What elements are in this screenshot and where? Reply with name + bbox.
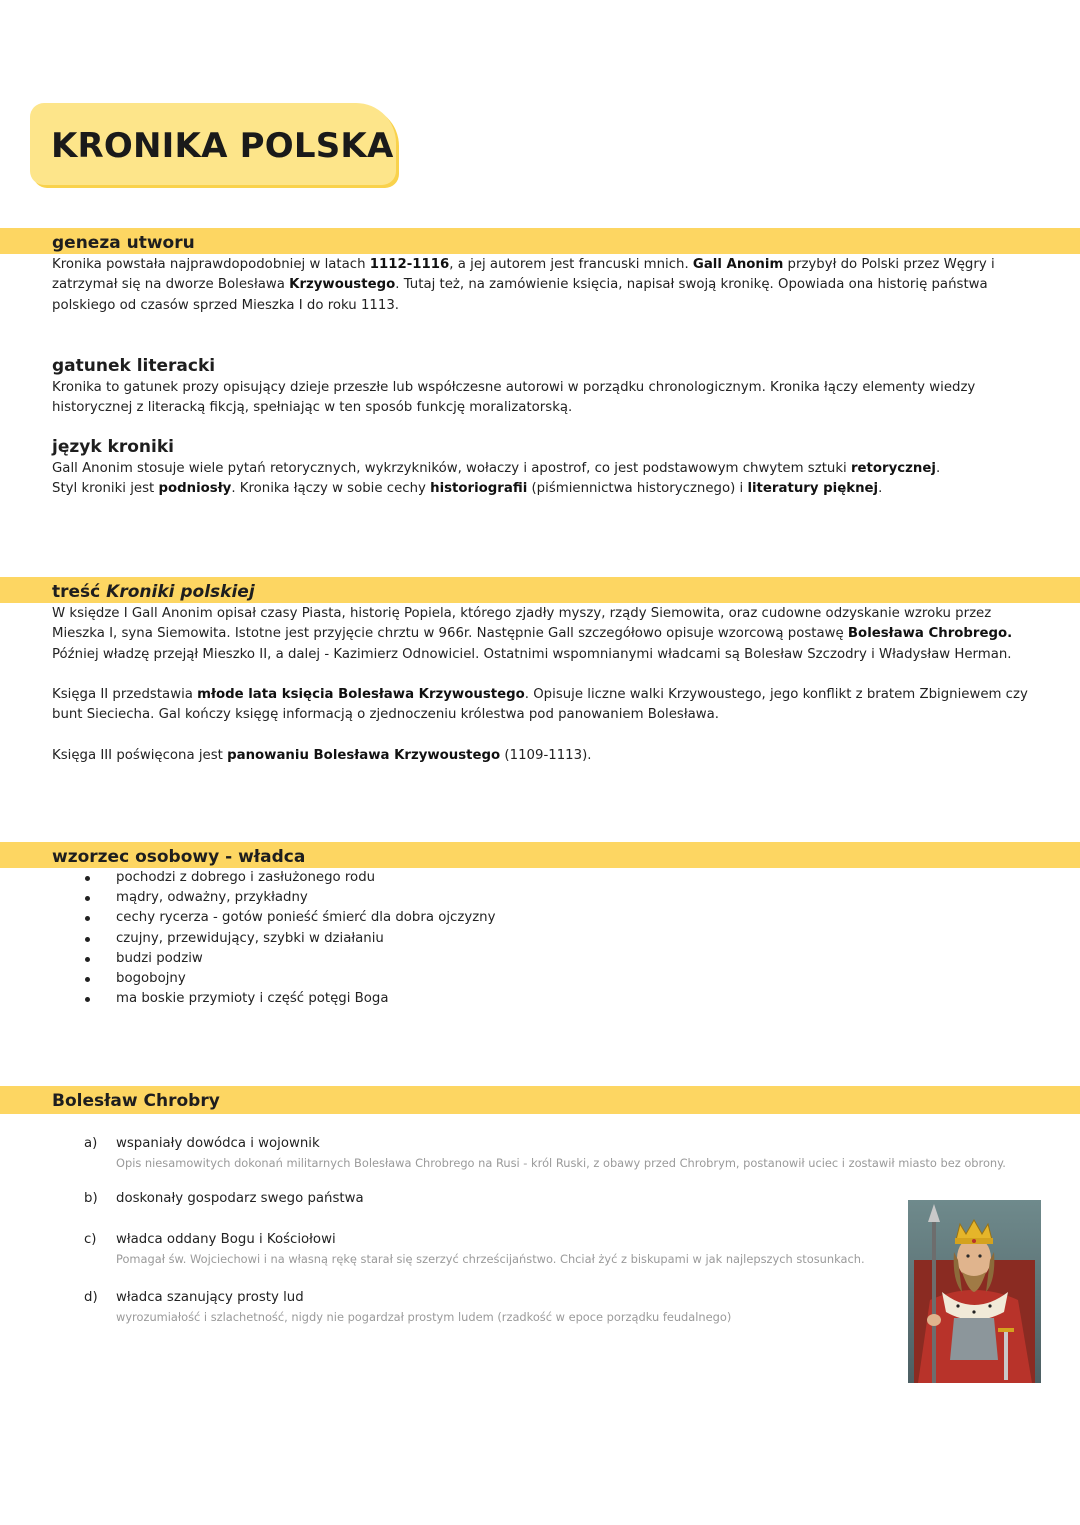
- list-wzorzec: [80, 868, 495, 1009]
- text-line: zatrzymał się na dworze Bolesława Krzywoustego. Tutaj też, na zamówienie księcia, napisał swoją kronikę. Opowiada ona historię państwa: [52, 277, 988, 293]
- text-line: Styl kroniki jest podniosły. Kronika łączy w sobie cechy historiografii (piśmiennictwa historycznego) i literatury pięknej.: [52, 481, 883, 497]
- heading-chrobry: Bolesław Chrobry: [52, 1091, 220, 1111]
- bold-phrase: młode lata księcia Bolesława Krzywoustego: [197, 687, 525, 702]
- text-line: W księdze I Gall Anonim opisał czasy Piasta, historię Popiela, którego zjadły myszy, rządy Siemowita, oraz cudowne odzyskanie wzroku przez: [52, 606, 992, 621]
- bold-phrase: podniosły: [158, 481, 232, 497]
- bold-phrase: Krzywoustego: [289, 277, 396, 293]
- heading-tresc-prefix: treść: [52, 582, 107, 602]
- item-title-d: władca szanujący prosty lud: [116, 1290, 304, 1305]
- heading-jezyk: język kroniki: [52, 437, 174, 457]
- list-item: mądry, odważny, przykładny: [80, 888, 495, 908]
- list-item: bogobojny: [80, 969, 495, 989]
- text-line: bunt Sieciecha. Gal kończy księgę informacją o zjednoczeniu królestwa pod panowaniem Bolesława.: [52, 707, 720, 723]
- text-tresc-ksiega-3: [52, 746, 592, 766]
- text-line: historycznej z literacką fikcją, spełniając w ten sposób funkcję moralizatorską.: [52, 400, 573, 416]
- item-letter-a: a): [84, 1136, 98, 1151]
- heading-gatunek: gatunek literacki: [52, 356, 216, 376]
- heading-wzorzec: wzorzec osobowy - władca: [52, 847, 306, 867]
- list-item: ma boskie przymioty i część potęgi Boga: [80, 989, 495, 1009]
- bold-phrase: retorycznej: [850, 461, 936, 476]
- text-line: Mieszka I, syna Siemowita. Istotne jest przyjęcie chrztu w 966r. Następnie Gall szczegółowo opisuje wzorcową postawę Bolesława Chrobrego.: [52, 626, 1013, 642]
- text-geneza: [52, 255, 995, 316]
- list-item: czujny, przewidujący, szybki w działaniu: [80, 929, 495, 949]
- heading-geneza: geneza utworu: [52, 233, 195, 253]
- heading-tresc: [52, 581, 255, 603]
- list-item: cechy rycerza - gotów ponieść śmierć dla dobra ojczyzny: [80, 908, 495, 928]
- text-line: Później władzę przejął Mieszko II, a dalej - Kazimierz Odnowiciel. Ostatnimi wspomnianymi władcami są Bolesław Szczodry i Władysław Herman.: [52, 646, 1012, 662]
- boleslaw-chrobry-portrait: [908, 1200, 1041, 1383]
- text-line: polskiego od czasów sprzed Mieszka I do roku 1113.: [52, 297, 400, 313]
- text-line: Kronika to gatunek prozy opisujący dzieje przeszłe lub współczesne autorowi w porządku chronologicznym. Kronika łączy elementy wiedzy: [52, 380, 976, 395]
- bold-phrase: historiografii: [430, 481, 528, 497]
- text-gatunek: [52, 378, 975, 419]
- item-letter-c: c): [84, 1232, 97, 1247]
- bold-phrase: 1112-1116: [369, 257, 450, 272]
- text-line: Księga III poświęcona jest panowaniu Bolesława Krzywoustego (1109-1113).: [52, 748, 592, 763]
- list-item: pochodzi z dobrego i zasłużonego rodu: [80, 868, 495, 888]
- text-tresc-ksiega-2: [52, 685, 1028, 726]
- text-jezyk: [52, 459, 940, 500]
- item-title-c: władca oddany Bogu i Kościołowi: [116, 1232, 336, 1247]
- text-line: Gall Anonim stosuje wiele pytań retorycznych, wykrzykników, wołaczy i apostrof, co jest podstawowym chwytem sztuki retorycznej.: [52, 461, 941, 476]
- text-tresc-ksiega-1: [52, 604, 1012, 665]
- item-title-a: wspaniały dowódca i wojownik: [116, 1136, 320, 1151]
- item-desc-c: Pomagał św. Wojciechowi i na własną rękę starał się szerzyć chrześcijaństwo. Chciał żyć z biskupami w jak najlepszych stosunkach.: [116, 1252, 865, 1266]
- item-desc-a: Opis niesamowitych dokonań militarnych Bolesława Chrobrego na Rusi - król Ruski, z obawy przed Chrobrym, postanowił uciec i zostawił miasto bez obrony.: [116, 1156, 1006, 1170]
- bold-phrase: Gall Anonim: [692, 257, 784, 272]
- item-title-b: doskonały gospodarz swego państwa: [116, 1191, 364, 1206]
- bold-phrase: panowaniu Bolesława Krzywoustego: [227, 748, 501, 763]
- heading-tresc-title: Kroniki polskiej: [106, 582, 255, 602]
- bold-phrase: literatury pięknej: [747, 481, 879, 497]
- item-letter-b: b): [84, 1191, 98, 1206]
- bold-phrase: Bolesława Chrobrego.: [847, 626, 1013, 642]
- text-line: Księga II przedstawia młode lata księcia Bolesława Krzywoustego. Opisuje liczne walki Krzywoustego, jego konflikt z bratem Zbigniewem czy: [52, 687, 1028, 702]
- list-item: budzi podziw: [80, 949, 495, 969]
- text-line: Kronika powstała najprawdopodobniej w latach 1112-1116, a jej autorem jest francuski mnich. Gall Anonim przybył do Polski przez Węgry i: [52, 257, 995, 272]
- item-desc-d: wyrozumiałość i szlachetność, nigdy nie pogardzał prostym ludem (rzadkość w epoce porządku feudalnego): [116, 1310, 732, 1324]
- item-letter-d: d): [84, 1290, 98, 1305]
- page-title: KRONIKA POLSKA: [51, 126, 394, 166]
